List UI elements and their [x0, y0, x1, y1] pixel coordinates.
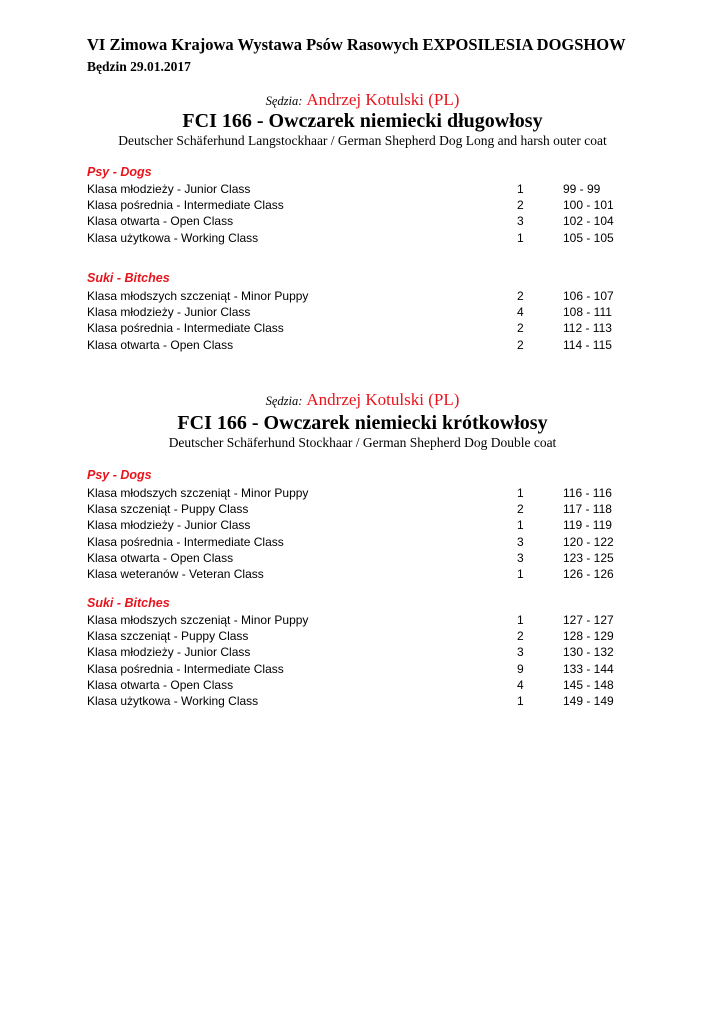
- catalog-range: 128 - 129: [563, 629, 614, 643]
- class-name: Klasa pośrednia - Intermediate Class: [87, 662, 284, 676]
- table-row: [87, 535, 647, 551]
- catalog-range: 120 - 122: [563, 535, 614, 549]
- catalog-range: 106 - 107: [563, 289, 614, 303]
- class-name: Klasa młodszych szczeniąt - Minor Puppy: [87, 486, 309, 500]
- entry-count: 2: [517, 289, 524, 303]
- class-name: Klasa otwarta - Open Class: [87, 338, 234, 352]
- table-row: [87, 289, 647, 305]
- entry-count: 3: [517, 645, 524, 659]
- group-heading-dogs: Psy - Dogs: [87, 165, 152, 179]
- entry-count: 1: [517, 694, 524, 708]
- entry-count: 2: [517, 321, 524, 335]
- judge-label: Sędzia:: [265, 394, 303, 408]
- table-row: [87, 551, 647, 567]
- entry-count: 4: [517, 678, 524, 692]
- breed-subtitle: Deutscher Schäferhund Stockhaar / German Shepherd Dog Double coat: [168, 435, 557, 450]
- entry-count: 1: [517, 567, 524, 581]
- table-row: [87, 629, 647, 645]
- catalog-range: 126 - 126: [563, 567, 614, 581]
- table-row: [87, 662, 647, 678]
- catalog-range: 149 - 149: [563, 694, 614, 708]
- table-row: [87, 567, 647, 583]
- event-place-date: Będzin 29.01.2017: [87, 59, 191, 74]
- entry-count: 1: [517, 486, 524, 500]
- class-name: Klasa młodzieży - Junior Class: [87, 182, 251, 196]
- group-heading-dogs: Psy - Dogs: [87, 468, 152, 482]
- entry-count: 3: [517, 535, 524, 549]
- class-name: Klasa pośrednia - Intermediate Class: [87, 535, 284, 549]
- entry-count: 2: [517, 629, 524, 643]
- breed-title: FCI 166 - Owczarek niemiecki krótkowłosy: [177, 412, 548, 434]
- catalog-range: 116 - 116: [563, 486, 612, 500]
- table-row: [87, 321, 647, 337]
- catalog-range: 100 - 101: [563, 198, 614, 212]
- entry-count: 1: [517, 182, 524, 196]
- entry-count: 1: [517, 231, 524, 245]
- catalog-range: 117 - 118: [563, 502, 612, 516]
- table-row: [87, 502, 647, 518]
- class-name: Klasa pośrednia - Intermediate Class: [87, 321, 284, 335]
- entry-count: 2: [517, 502, 524, 516]
- class-name: Klasa młodzieży - Junior Class: [87, 645, 251, 659]
- class-name: Klasa użytkowa - Working Class: [87, 231, 259, 245]
- group-heading-bitches: Suki - Bitches: [87, 596, 170, 610]
- table-row: [87, 678, 647, 694]
- judge-name: Andrzej Kotulski (PL): [306, 390, 460, 409]
- table-row: [87, 694, 647, 710]
- entry-count: 3: [517, 551, 524, 565]
- entry-count: 2: [517, 338, 524, 352]
- catalog-range: 105 - 105: [563, 231, 614, 245]
- class-name: Klasa pośrednia - Intermediate Class: [87, 198, 284, 212]
- class-name: Klasa szczeniąt - Puppy Class: [87, 629, 249, 643]
- class-name: Klasa użytkowa - Working Class: [87, 694, 259, 708]
- judge-label: Sędzia:: [265, 94, 303, 108]
- group-heading-bitches: Suki - Bitches: [87, 271, 170, 285]
- class-name: Klasa otwarta - Open Class: [87, 678, 234, 692]
- catalog-range: 130 - 132: [563, 645, 614, 659]
- catalog-range: 102 - 104: [563, 214, 614, 228]
- catalog-range: 114 - 115: [563, 338, 612, 352]
- entry-count: 2: [517, 198, 524, 212]
- class-name: Klasa młodszych szczeniąt - Minor Puppy: [87, 613, 309, 627]
- class-name: Klasa młodzieży - Junior Class: [87, 305, 251, 319]
- class-name: Klasa otwarta - Open Class: [87, 214, 234, 228]
- table-row: [87, 338, 647, 354]
- breed-title: FCI 166 - Owczarek niemiecki długowłosy: [182, 110, 543, 132]
- entry-count: 3: [517, 214, 524, 228]
- table-row: [87, 182, 647, 198]
- table-row: [87, 518, 647, 534]
- entry-count: 1: [517, 518, 524, 532]
- table-row: [87, 645, 647, 661]
- table-row: [87, 231, 647, 247]
- judge-name: Andrzej Kotulski (PL): [306, 90, 460, 109]
- entry-count: 4: [517, 305, 524, 319]
- class-name: Klasa szczeniąt - Puppy Class: [87, 502, 249, 516]
- table-row: [87, 486, 647, 502]
- catalog-range: 119 - 119: [563, 518, 612, 532]
- table-row: [87, 613, 647, 629]
- judge-line: [0, 390, 725, 410]
- class-name: Klasa otwarta - Open Class: [87, 551, 234, 565]
- catalog-range: 123 - 125: [563, 551, 614, 565]
- table-row: [87, 214, 647, 230]
- table-row: [87, 305, 647, 321]
- event-title: VI Zimowa Krajowa Wystawa Psów Rasowych EXPOSILESIA DOGSHOW: [87, 35, 626, 54]
- breed-subtitle: Deutscher Schäferhund Langstockhaar / German Shepherd Dog Long and harsh outer coat: [118, 133, 607, 148]
- catalog-range: 127 - 127: [563, 613, 614, 627]
- entry-count: 9: [517, 662, 524, 676]
- table-row: [87, 198, 647, 214]
- class-name: Klasa młodszych szczeniąt - Minor Puppy: [87, 289, 309, 303]
- catalog-range: 112 - 113: [563, 321, 612, 335]
- class-name: Klasa weteranów - Veteran Class: [87, 567, 264, 581]
- catalog-range: 99 - 99: [563, 182, 601, 196]
- judge-line: [0, 90, 725, 110]
- entry-count: 1: [517, 613, 524, 627]
- catalog-range: 133 - 144: [563, 662, 614, 676]
- catalog-range: 145 - 148: [563, 678, 614, 692]
- catalog-range: 108 - 111: [563, 305, 612, 319]
- class-name: Klasa młodzieży - Junior Class: [87, 518, 251, 532]
